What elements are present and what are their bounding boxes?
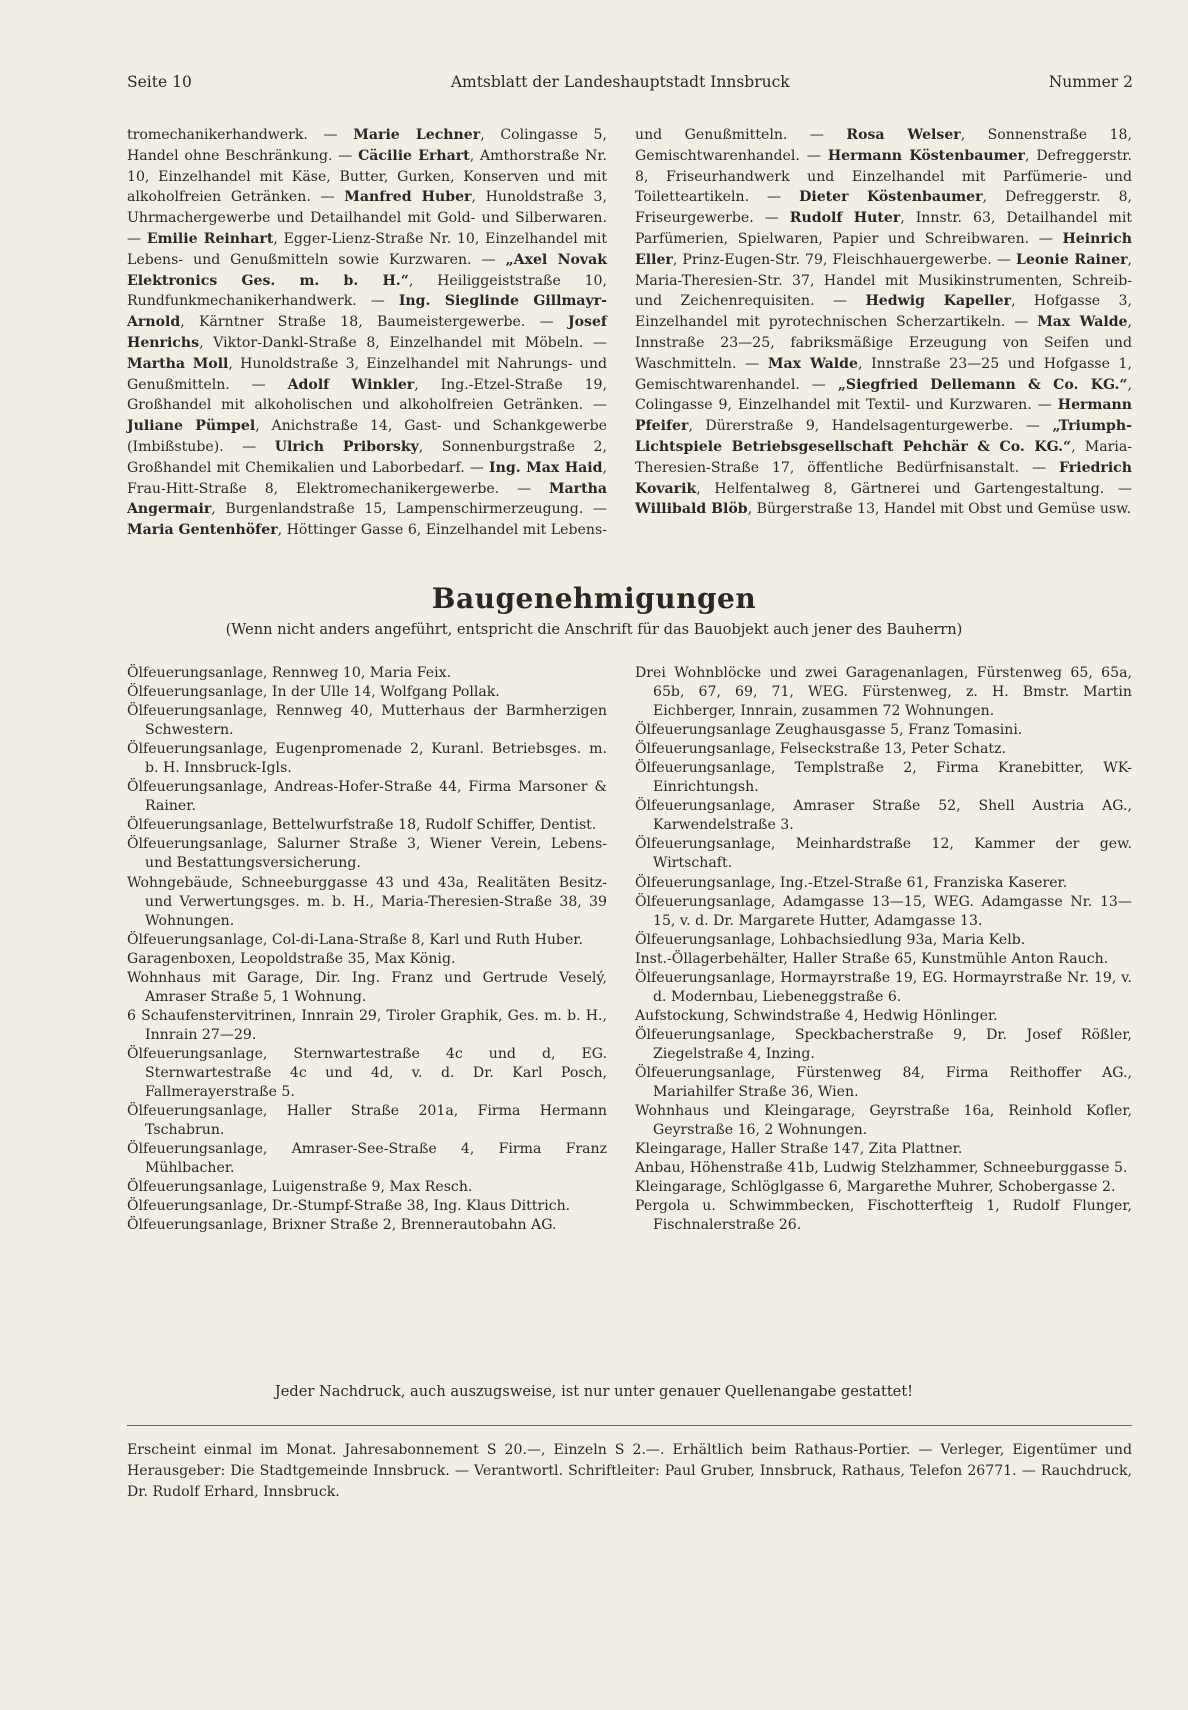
permit-entry: Ölfeuerungsanlage, Speckbacherstraße 9, Dr. Josef Rößler, Ziegelstraße 4, Inzing. <box>635 1026 1132 1062</box>
registrant-name: Martha Angermair <box>127 480 607 518</box>
registrant-name: Manfred Huber <box>344 189 472 206</box>
registrant-name: Ulrich Priborsky <box>274 438 419 455</box>
imprint: Erscheint einmal im Monat. Jahresabonnement S 20.—, Einzeln S 2.—. Erhältlich beim Rathaus-Portier. — Verleger, Eigentümer und Herausgeber: Die Stadtgemeinde Innsbruck. — Verantwortl. Schriftleiter: Paul Gruber, Innsbruck, Rathaus, Telefon 26771. — Rauchdruck, Dr. Rudolf Erhard, Innsbruck. <box>127 1442 1132 1500</box>
registration-text: , Burgenlandstraße 15, Lampenschirmerzeugung. — <box>211 501 607 518</box>
divider <box>127 1425 1132 1426</box>
issue-number: Nummer 2 <box>1048 73 1133 91</box>
permit-entry: Ölfeuerungsanlage, Amraser Straße 52, Shell Austria AG., Karwendelstraße 3. <box>635 798 1132 834</box>
registration-text: , Egger-Lienz-Straße Nr. 10, Einzelhandel mit Lebens- und Genußmitteln sowie Kurzwaren. — <box>127 230 607 268</box>
permit-entry: Ölfeuerungsanlage, Salurner Straße 3, Wiener Verein, Lebens- und Bestattungsversicherung. <box>127 836 607 872</box>
publication-title: Amtsblatt der Landeshauptstadt Innsbruck <box>450 73 790 91</box>
registrant-name: Marie Lechner <box>353 127 481 143</box>
permit-entry: Ölfeuerungsanlage, Fürstenweg 84, Firma Reithoffer AG., Mariahilfer Straße 36, Wien. <box>635 1064 1132 1101</box>
registrant-name: Willibald Blöb <box>635 501 748 518</box>
permit-entry: Wohnhaus und Kleingarage, Geyrstraße 16a, Reinhold Kofler, Geyrstraße 16, 2 Wohnungen. <box>635 1103 1132 1139</box>
permit-entry: Pergola u. Schwimmbecken, Fischotterfteig 1, Rudolf Flunger, Fischnalerstraße 26. <box>635 1198 1132 1234</box>
registration-text: , Dürerstraße 9, Handelsagenturgewerbe. — <box>688 418 1053 435</box>
registrant-name: Hermann Pfeifer <box>635 397 1132 435</box>
registrant-name: Cäcilie Erhart <box>358 147 470 164</box>
page-header <box>127 70 1133 94</box>
registration-text: , Innstraße 23—25, fabriksmäßige Erzeugung von Seifen und Waschmitteln. — <box>635 314 1133 372</box>
registration-text: , Hunoldstraße 3, Einzelhandel mit Nahrungs- und Genußmitteln. — <box>127 355 607 393</box>
registrant-name: Hedwig Kapeller <box>865 293 1012 310</box>
permit-entry: Ölfeuerungsanlage, Eugenpromenade 2, Kuranl. Betriebsges. m. b. H. Innsbruck-Igls. <box>127 741 607 777</box>
registration-text: , Anichstraße 14, Gast- und Schankgewerbe (Imbißstube). — <box>127 418 607 455</box>
permit-entry: Ölfeuerungsanlage, Templstraße 2, Firma Kranebitter, WK-Einrichtungsh. <box>635 760 1132 796</box>
permit-entry: Wohngebäude, Schneeburggasse 43 und 43a, Realitäten Besitz- und Verwertungsges. m. b. H., Maria-Theresien-Straße 38, 39 Wohnungen. <box>127 874 607 929</box>
registrant-name: Martha Moll <box>127 355 229 372</box>
registrant-name: „Triumph-Lichtspiele Betriebsgesellschaft Pehchär & Co. KG.“ <box>635 418 1132 455</box>
registration-text: , Hofgasse 3, Einzelhandel mit pyrotechnischen Scherzartikeln. — <box>635 293 1132 331</box>
trade-registrations-left <box>127 125 607 541</box>
registrant-name: „Axel Novak Elektronics Ges. m. b. H.“ <box>127 251 607 289</box>
registrant-name: Juliane Pümpel <box>127 418 256 435</box>
permit-entry: Ölfeuerungsanlage, Sternwartestraße 4c und d, EG. Sternwartestraße 4c und 4d, v. d. Dr. Karl Posch, Fallmerayerstraße 5. <box>127 1045 607 1101</box>
permit-entry: Ölfeuerungsanlage, Dr.-Stumpf-Straße 38, Ing. Klaus Dittrich. <box>127 1198 571 1215</box>
permit-entry: Anbau, Höhenstraße 41b, Ludwig Stelzhammer, Schneeburggasse 5. <box>635 1160 1128 1177</box>
permit-entry: Drei Wohnblöcke und zwei Garagenanlagen, Fürstenweg 65, 65a, 65b, 67, 69, 71, WEG. Fürstenweg, z. H. Bmstr. Martin Eichberger, Innrain, zusammen 72 Wohnungen. <box>635 665 1132 720</box>
registration-text: , Frau-Hitt-Straße 8, Elektromechanikergewerbe. — <box>127 459 607 497</box>
registration-text: , Defreggerstr. 8, Friseurgewerbe. — <box>635 189 1133 227</box>
registrant-name: Emilie Reinhart <box>146 230 274 247</box>
registrant-name: Max Walde <box>1037 314 1128 331</box>
permit-entry: Ölfeuerungsanlage, Luigenstraße 9, Max Resch. <box>127 1179 473 1196</box>
registrant-name: Rosa Welser <box>846 127 961 143</box>
permit-entry: Kleingarage, Haller Straße 147, Zita Plattner. <box>635 1141 963 1158</box>
registration-text: , Höttinger Gasse 6, Einzelhandel mit Lebens- <box>277 522 607 539</box>
permit-entry: Ölfeuerungsanlage, Rennweg 10, Maria Feix. <box>127 665 452 681</box>
permit-entry: Wohnhaus mit Garage, Dir. Ing. Franz und Gertrude Veselý, Amraser Straße 5, 1 Wohnung. <box>127 969 607 1005</box>
permit-entry: Inst.-Öllagerbehälter, Haller Straße 65, Kunstmühle Anton Rauch. <box>635 950 1109 967</box>
registration-text: , Amthorstraße Nr. 10, Einzelhandel mit Käse, Butter, Gurken, Konserven und mit alkoholfreien Getränken. — <box>127 147 607 206</box>
reprint-notice: Jeder Nachdruck, auch auszugsweise, ist nur unter genauer Quellenangabe gestattet! <box>274 1383 914 1400</box>
registrant-name: Hermann Köstenbaumer <box>827 147 1025 164</box>
permit-entry: Ölfeuerungsanlage, Rennweg 40, Mutterhaus der Barmherzigen Schwestern. <box>127 703 607 739</box>
registrant-name: Friedrich Kovarik <box>635 459 1132 497</box>
registration-text: , Defreggerstr. 8, Friseurhandwerk und Einzelhandel mit Parfümerie- und Toiletteartikeln. — <box>635 147 1132 206</box>
registrant-name: „Siegfried Dellemann & Co. KG.“ <box>837 376 1128 393</box>
registrant-name: Ing. Sieglinde Gillmayr-Arnold <box>127 293 607 331</box>
registrant-name: Leonie Rainer <box>1016 251 1128 268</box>
registration-text: , Maria-Theresien-Str. 37, Handel mit Musikinstrumenten, Schreib- und Zeichenrequisiten. — <box>635 251 1132 310</box>
page-number: Seite 10 <box>127 73 192 91</box>
registrant-name: Heinrich Eller <box>635 230 1132 268</box>
permit-entry: Garagenboxen, Leopoldstraße 35, Max König. <box>127 950 456 967</box>
registration-text: , Sonnenburgstraße 2, Großhandel mit Chemikalien und Laborbedarf. — <box>127 438 608 476</box>
registration-text: , Colingasse 5, Handel ohne Beschränkung. — <box>127 127 608 164</box>
permit-entry: Aufstockung, Schwindstraße 4, Hedwig Hönlinger. <box>635 1007 998 1024</box>
registration-text: , Hunoldstraße 3, Uhrmachergewerbe und Detailhandel mit Gold- und Silberwaren. — <box>127 189 607 247</box>
permit-entry: Ölfeuerungsanlage, Hormayrstraße 19, EG. Hormayrstraße Nr. 19, v. d. Modernbau, Liebeneggstraße 6. <box>635 969 1132 1005</box>
permit-entry: Kleingarage, Schlöglgasse 6, Margarethe Muhrer, Schobergasse 2. <box>635 1179 1116 1196</box>
registration-text: , Prinz-Eugen-Str. 79, Fleischhauergewerbe. — <box>672 251 1016 268</box>
registrant-name: Ing. Max Haid <box>489 459 603 476</box>
trade-registrations-right <box>635 125 1132 520</box>
permit-entry: Ölfeuerungsanlage, Haller Straße 201a, Firma Hermann Tschabrun. <box>127 1103 607 1139</box>
registrant-name: Adolf Winkler <box>287 376 415 393</box>
permits-list-left <box>127 664 607 1235</box>
permit-entry: Ölfeuerungsanlage, Adamgasse 13—15, WEG. Adamgasse Nr. 13—15, v. d. Dr. Margarete Hutter, Adamgasse 13. <box>635 893 1132 929</box>
permit-entry: Ölfeuerungsanlage, Col-di-Lana-Straße 8, Karl und Ruth Huber. <box>127 931 583 948</box>
permit-entry: Ölfeuerungsanlage, Ing.-Etzel-Straße 61, Franziska Kaserer. <box>635 874 1068 891</box>
registrant-name: Josef Henrichs <box>127 314 607 351</box>
registration-text: tromechanikerhandwerk. — <box>127 127 354 143</box>
registrant-name: Maria Gentenhöfer <box>127 522 278 539</box>
registration-text: , Heiliggeiststraße 10, Rundfunkmechanikerhandwerk. — <box>127 272 607 310</box>
registration-text: , Viktor-Dankl-Straße 8, Einzelhandel mit Möbeln. — <box>199 334 607 351</box>
section-subtitle: (Wenn nicht anders angeführt, entspricht die Anschrift für das Bauobjekt auch jener des Bauherrn) <box>225 621 963 638</box>
registration-text: , Sonnenstraße 18, Gemischtwarenhandel. — <box>635 127 1133 164</box>
permit-entry: Ölfeuerungsanlage Zeughausgasse 5, Franz Tomasini. <box>635 722 1023 739</box>
registration-text: , Kärntner Straße 18, Baumeistergewerbe. — <box>180 314 568 331</box>
registration-text: , Colingasse 9, Einzelhandel mit Textil- und Kurzwaren. — <box>635 376 1133 414</box>
registration-text: , Innstr. 63, Detailhandel mit Parfümerien, Spielwaren, Papier und Schreibwaren. — <box>635 210 1132 247</box>
permit-entry: 6 Schaufenstervitrinen, Innrain 29, Tiroler Graphik, Ges. m. b. H., Innrain 27—29. <box>127 1007 607 1043</box>
registration-text: , Ing.-Etzel-Straße 19, Großhandel mit alkoholischen und alkoholfreien Getränken. — <box>127 376 607 414</box>
registrant-name: Max Walde <box>767 355 858 372</box>
registrant-name: Dieter Köstenbaumer <box>799 189 983 206</box>
permit-entry: Ölfeuerungsanlage, Andreas-Hofer-Straße 44, Firma Marsoner & Rainer. <box>127 779 607 815</box>
registration-text: , Maria-Theresien-Straße 17, öffentliche Bedürfnisanstalt. — <box>635 438 1133 476</box>
registration-text: , Helfentalweg 8, Gärtnerei und Gartengestaltung. — <box>696 480 1132 497</box>
registrant-name: Rudolf Huter <box>789 210 901 227</box>
permit-entry: Ölfeuerungsanlage, Lohbachsiedlung 93a, Maria Kelb. <box>635 931 1026 948</box>
registration-text: und Genußmitteln. — <box>635 127 847 143</box>
section-title: Baugenehmigungen <box>431 582 757 615</box>
permits-list-right <box>635 664 1132 1235</box>
permit-entry: Ölfeuerungsanlage, Bettelwurfstraße 18, Rudolf Schiffer, Dentist. <box>127 817 597 834</box>
permit-entry: Ölfeuerungsanlage, Felseckstraße 13, Peter Schatz. <box>635 741 1006 758</box>
permit-entry: Ölfeuerungsanlage, Amraser-See-Straße 4, Firma Franz Mühlbacher. <box>127 1141 607 1177</box>
permit-entry: Ölfeuerungsanlage, Brixner Straße 2, Brennerautobahn AG. <box>127 1217 557 1234</box>
registration-text: , Innstraße 23—25 und Hofgasse 1, Gemischtwarenhandel. — <box>635 355 1133 393</box>
permit-entry: Ölfeuerungsanlage, In der Ulle 14, Wolfgang Pollak. <box>127 684 500 701</box>
permit-entry: Ölfeuerungsanlage, Meinhardstraße 12, Kammer der gew. Wirtschaft. <box>635 836 1132 872</box>
registration-text: , Bürgerstraße 13, Handel mit Obst und Gemüse usw. <box>747 501 1132 518</box>
